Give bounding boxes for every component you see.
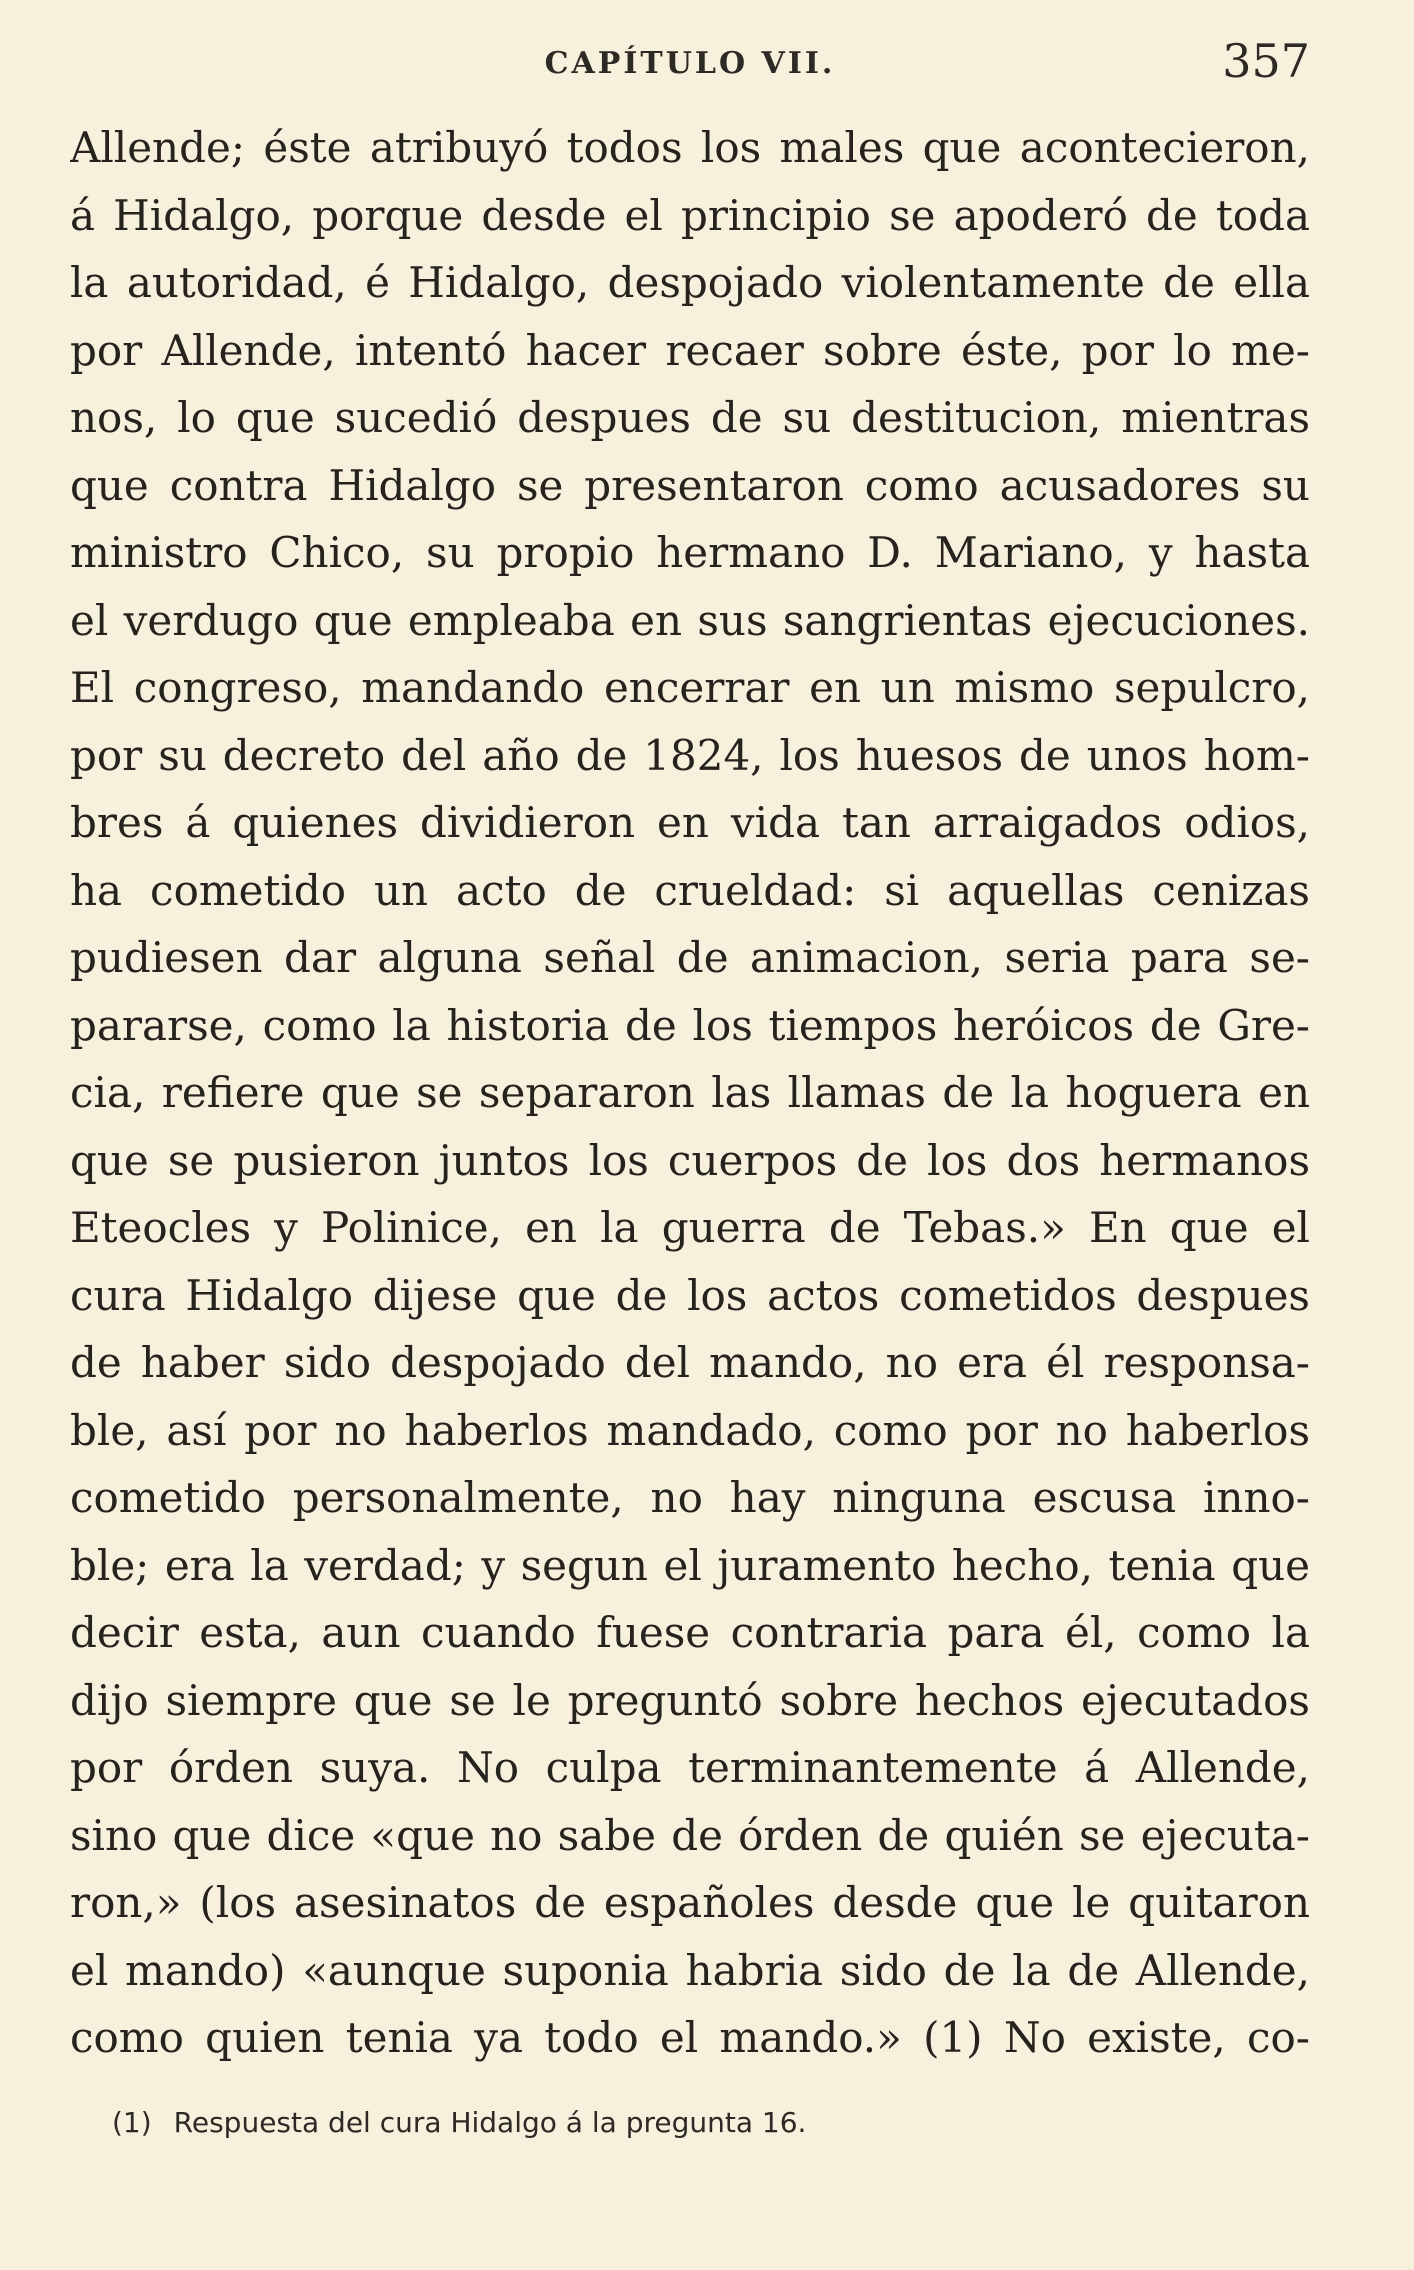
footnote [112,2106,806,2139]
text-line: Eteocles y Polinice, en la guerra de Tebas.» En que el [70,1203,1310,1252]
body-text [70,114,1310,2072]
text-line: cia, refiere que se separaron las llamas de la hoguera en [70,1068,1310,1117]
text-line: ha cometido un acto de crueldad: si aquellas cenizas [70,865,1310,915]
text-line: ble; era la verdad; y segun el juramento hecho, tenia que [70,1540,1310,1590]
text-line: por Allende, intentó hacer recaer sobre éste, por lo me- [70,325,1310,375]
text-line: el mando) «aunque suponia habria sido de la de Allende, [70,1945,1310,1995]
text-line: pararse, como la historia de los tiempos heróicos de Gre- [70,1000,1310,1050]
text-line: como quien tenia ya todo el mando.» (1) No existe, co- [70,2013,1310,2062]
text-line: la autoridad, é Hidalgo, despojado violentamente de ella [70,258,1310,307]
footnote-marker: (1) [112,2106,152,2139]
text-line: El congreso, mandando encerrar en un mismo sepulcro, [70,663,1310,712]
text-line: Allende; éste atribuyó todos los males que acontecieron, [70,123,1310,172]
text-line: que se pusieron juntos los cuerpos de los dos hermanos [70,1135,1310,1185]
text-line: el verdugo que empleaba en sus sangrientas ejecuciones. [70,595,1310,645]
text-line: por órden suya. No culpa terminantemente á Allende, [70,1743,1310,1792]
text-line: bres á quienes dividieron en vida tan arraigados odios, [70,798,1310,847]
text-line: cometido personalmente, no hay ninguna escusa inno- [70,1473,1310,1522]
text-line: que contra Hidalgo se presentaron como acusadores su [70,460,1310,510]
text-line: ble, así por no haberlos mandado, como por no haberlos [70,1405,1310,1455]
text-line: nos, lo que sucedió despues de su destitucion, mientras [70,393,1310,442]
text-line: pudiesen dar alguna señal de animacion, seria para se- [70,933,1310,982]
text-line: decir esta, aun cuando fuese contraria para él, como la [70,1608,1310,1657]
text-line: cura Hidalgo dijese que de los actos cometidos despues [70,1270,1310,1320]
text-line: ministro Chico, su propio hermano D. Mariano, y hasta [70,528,1310,577]
text-line: por su decreto del año de 1824, los huesos de unos hom- [70,730,1310,780]
running-head [70,34,1310,94]
text-line: sino que dice «que no sabe de órden de quién se ejecuta- [70,1810,1310,1860]
page-number: 357 [1222,34,1310,88]
footnote-text: Respuesta del cura Hidalgo á la pregunta 16. [173,2106,807,2139]
text-line: á Hidalgo, porque desde el principio se apoderó de toda [70,190,1310,240]
text-line: de haber sido despojado del mando, no era él responsa- [70,1338,1310,1387]
chapter-title: CAPÍTULO VII. [544,46,836,81]
text-line: dijo siempre que se le preguntó sobre hechos ejecutados [70,1675,1310,1725]
text-line: ron,» (los asesinatos de españoles desde que le quitaron [70,1878,1310,1927]
